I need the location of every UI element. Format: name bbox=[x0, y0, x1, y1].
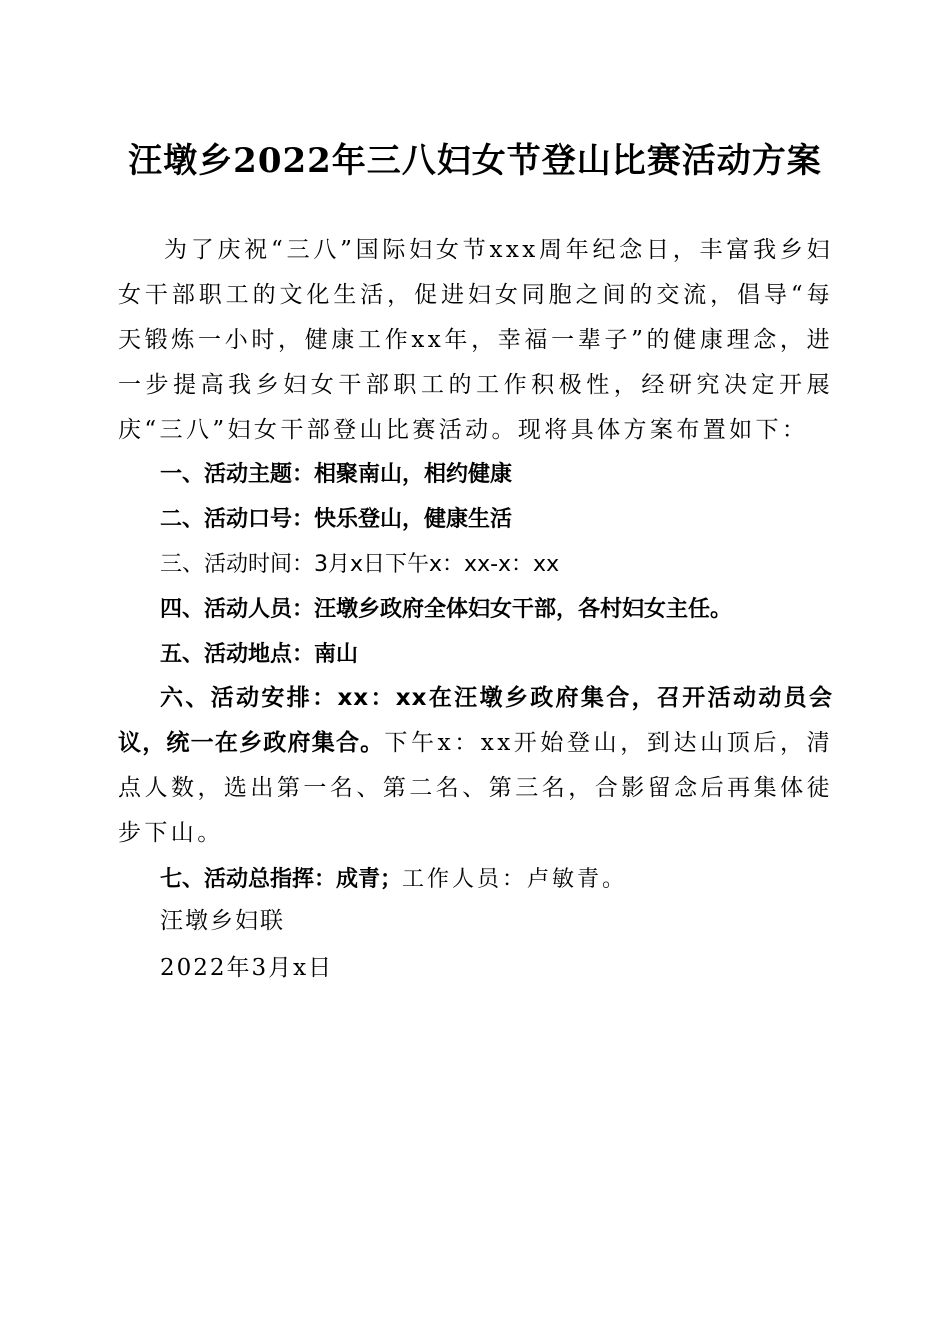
item-arrangement bbox=[118, 676, 833, 856]
item-place bbox=[160, 632, 358, 677]
item-place-value: 南山 bbox=[314, 642, 359, 667]
item-people-value: 汪墩乡政府全体妇女干部，各村妇女主任。 bbox=[314, 597, 733, 622]
item-arrangement-value-bold: xx：xx在汪墩乡政府集合，召开活动动员会议，统一在乡政府集合。 bbox=[118, 685, 834, 756]
item-people bbox=[160, 587, 732, 632]
item-arrangement-label: 六、活动安排： bbox=[160, 685, 338, 711]
signature-date: 2022年3月x日 bbox=[160, 955, 334, 981]
item-command bbox=[160, 857, 627, 902]
item-slogan-label: 二、活动口号： bbox=[160, 507, 315, 532]
item-command-label: 七、活动总指挥： bbox=[160, 867, 337, 892]
item-time-value: 3月x日下午x：xx-x：xx bbox=[314, 552, 560, 577]
signature-org: 汪墩乡妇联 bbox=[160, 908, 285, 934]
item-time-label: 三、活动时间： bbox=[160, 552, 315, 577]
document-title: 汪墩乡2022年三八妇女节登山比赛活动方案 bbox=[128, 141, 822, 181]
item-arrangement-value-plain: 下午x：xx开始登山，到达山顶后，清点人数，选出第一名、第二名、第三名，合影留念后再集体徒步下山。 bbox=[118, 730, 834, 846]
item-command-value-bold: 成青； bbox=[336, 867, 403, 892]
item-theme-label: 一、活动主题： bbox=[160, 462, 315, 487]
item-slogan bbox=[160, 497, 512, 542]
item-theme-value: 相聚南山，相约健康 bbox=[314, 462, 513, 487]
intro-paragraph: 为了庆祝“三八”国际妇女节xxx周年纪念日，丰富我乡妇女干部职工的文化生活，促进妇女同胞之间的交流，倡导“每天锻炼一小时，健康工作xx年，幸福一辈子”的健康理念，进一步提高我乡妇女干部职工的工作积极性，经研究决定开展庆“三八”妇女干部登山比赛活动。现将具体方案布置如下： bbox=[118, 237, 833, 443]
item-slogan-value: 快乐登山，健康生活 bbox=[314, 507, 513, 532]
item-place-label: 五、活动地点： bbox=[160, 642, 315, 667]
item-theme bbox=[160, 452, 512, 497]
item-time bbox=[160, 542, 559, 587]
item-people-label: 四、活动人员： bbox=[160, 597, 315, 622]
item-command-value-plain: 工作人员：卢敏青。 bbox=[402, 867, 628, 892]
